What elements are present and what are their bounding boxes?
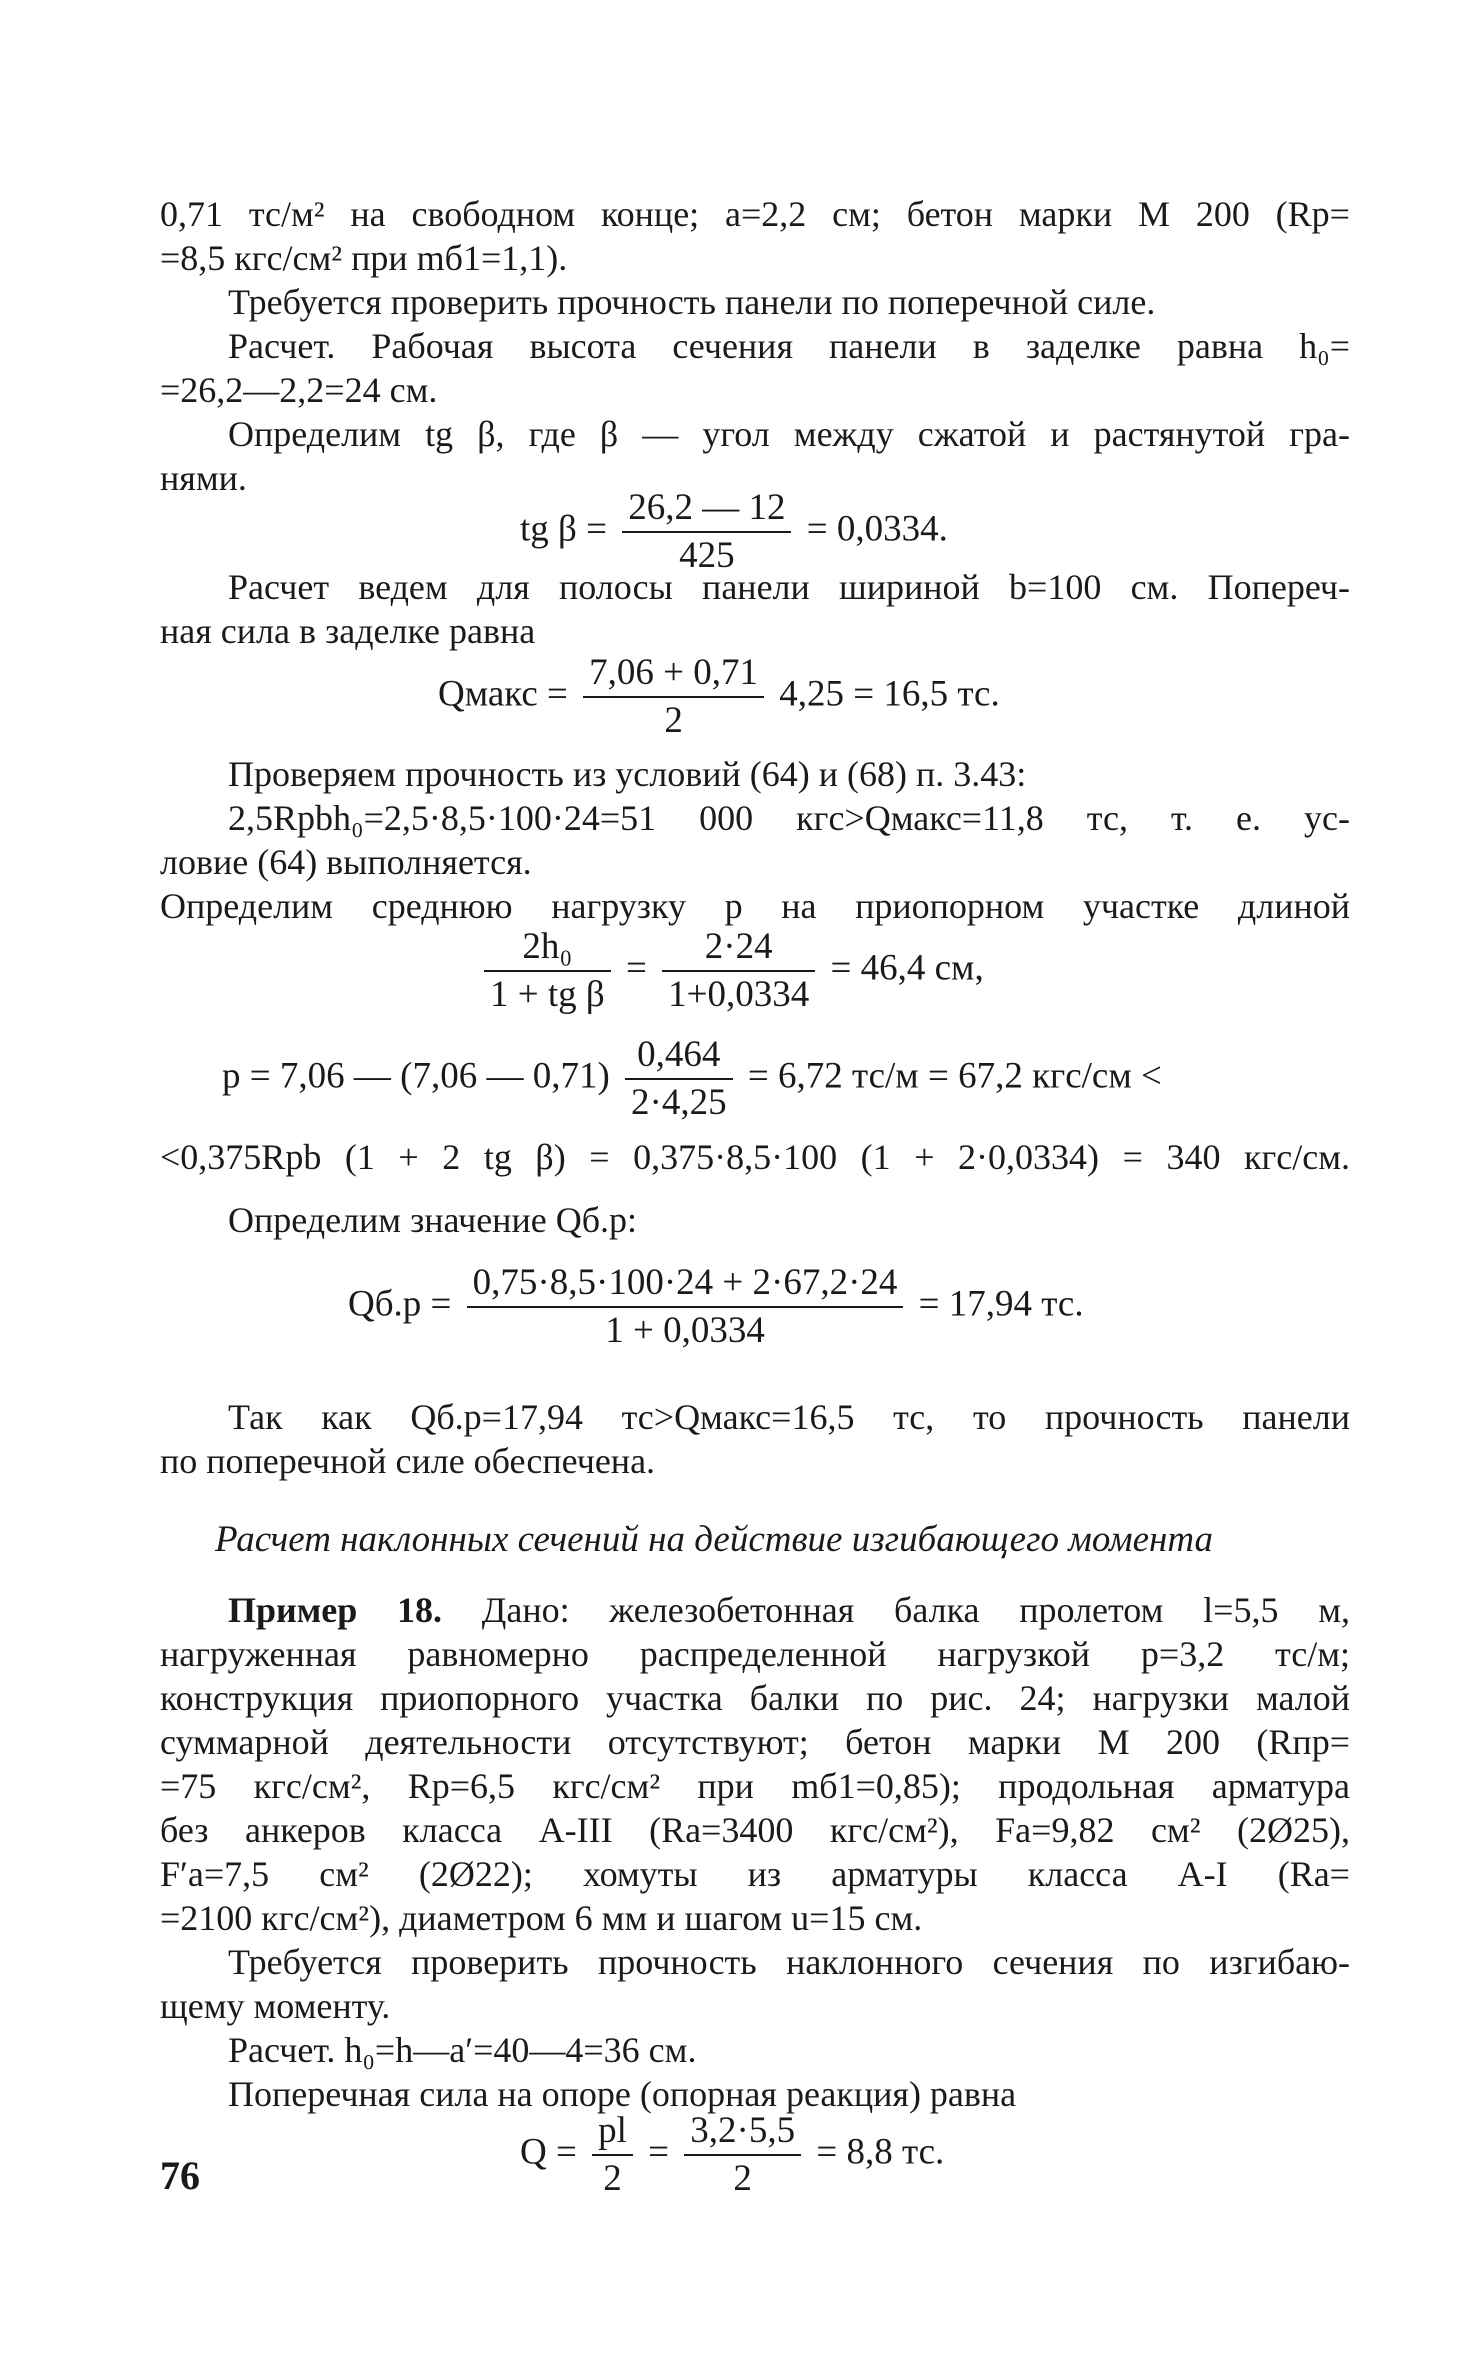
numerator: 2h₀ — [484, 924, 611, 972]
text-line: Требуется проверить прочность наклонного сечения по изгибаю- — [228, 1942, 1350, 1982]
equals-sign: = — [648, 2131, 669, 2173]
fraction — [625, 1032, 733, 1126]
text-line: 2,5Rрbh₀=2,5·8,5·100·24=51 000 кгс>Qмакс=11,8 тс, т. е. ус- — [228, 798, 1350, 838]
equation-lhs: tg β = — [520, 508, 607, 550]
text-line: Расчет ведем для полосы панели шириной b=100 см. Попереч- — [228, 567, 1350, 607]
fraction — [484, 924, 611, 1018]
numerator: 3,2·5,5 — [684, 2108, 801, 2156]
text-line: ная сила в заделке равна — [160, 611, 536, 651]
text-line: Определим значение Qб.р: — [228, 1200, 638, 1240]
text-line: F′а=7,5 см² (2Ø22); хомуты из арматуры класса А-I (Rа= — [160, 1854, 1350, 1894]
text-line: Так как Qб.р=17,94 тс>Qмакс=16,5 тс, то прочность панели — [228, 1397, 1350, 1437]
numerator: 0,75·8,5·100·24 + 2·67,2·24 — [467, 1260, 904, 1308]
text-line: щему моменту. — [160, 1986, 391, 2026]
numerator: 0,464 — [625, 1032, 733, 1080]
text-line: конструкция приопорного участка балки по рис. 24; нагрузки малой — [160, 1678, 1350, 1718]
numerator: 7,06 + 0,71 — [583, 650, 764, 698]
denominator: 2 — [733, 2158, 752, 2199]
denominator: 2 — [603, 2158, 622, 2199]
text-line: суммарной деятельности отсутствуют; бетон марки М 200 (Rпр= — [160, 1722, 1350, 1762]
equation-rhs: = 8,8 тс. — [816, 2131, 945, 2173]
denominator: 2 — [664, 700, 683, 741]
text-line: ловие (64) выполняется. — [160, 842, 532, 882]
equation-lhs: p = 7,06 — (7,06 — 0,71) — [222, 1055, 610, 1097]
text-line: по поперечной силе обеспечена. — [160, 1441, 656, 1481]
text-line: без анкеров класса А-III (Rа=3400 кгс/см²), Fа=9,82 см² (2Ø25), — [160, 1810, 1350, 1850]
denominator: 1 + 0,0334 — [605, 1310, 765, 1351]
fraction — [592, 2108, 633, 2202]
text-line: Определим tg β, где β — угол между сжатой и растянутой гра- — [228, 414, 1350, 454]
text-line: =8,5 кгс/см² при mб1=1,1). — [160, 238, 568, 278]
text-line: =26,2—2,2=24 см. — [160, 370, 438, 410]
text-line: Определим среднюю нагрузку p на приопорном участке длиной — [160, 886, 1350, 926]
numerator: pl — [592, 2108, 633, 2156]
denominator: 2·4,25 — [631, 1082, 727, 1123]
equation-q-br — [348, 1260, 1084, 1354]
denominator: 1 + tg β — [490, 974, 605, 1015]
equation-rhs: 4,25 = 16,5 тс. — [779, 673, 1000, 715]
equation-lhs: Qб.р = — [348, 1283, 452, 1325]
equation-shear-q — [520, 2108, 944, 2202]
equation-rhs: = 17,94 тс. — [918, 1283, 1084, 1325]
equation-rhs: = 46,4 см, — [830, 947, 984, 989]
equals-sign: = — [625, 947, 647, 989]
equation-lhs: Q = — [520, 2131, 577, 2173]
equation-load-p — [222, 1032, 1162, 1126]
text-line: =2100 кгс/см²), диаметром 6 мм и шагом u=15 см. — [160, 1898, 923, 1938]
text-line — [228, 1588, 1350, 1632]
equation-rhs: = 0,0334. — [806, 508, 948, 550]
text-line: 0,71 тс/м² на свободном конце; a=2,2 см; бетон марки М 200 (Rр= — [160, 194, 1350, 234]
text-line: Расчет. h₀=h—a′=40—4=36 см. — [228, 2030, 697, 2070]
example-label: Пример 18. — [228, 1590, 443, 1630]
text-line: Расчет. Рабочая высота сечения панели в заделке равна h₀= — [228, 326, 1350, 366]
text-line: Проверяем прочность из условий (64) и (68) п. 3.43: — [228, 754, 1027, 794]
equation-q-max — [438, 650, 1000, 744]
equation-lhs: Qмакс = — [438, 673, 568, 715]
fraction — [662, 924, 815, 1018]
text-line: Поперечная сила на опоре (опорная реакция) равна — [228, 2074, 1017, 2114]
numerator: 2·24 — [662, 924, 815, 972]
fraction — [467, 1260, 904, 1354]
text-line: Требуется проверить прочность панели по поперечной силе. — [228, 282, 1156, 322]
denominator: 425 — [679, 535, 735, 576]
fraction — [684, 2108, 801, 2202]
text-line: нями. — [160, 458, 247, 498]
equation-support-length — [478, 924, 984, 1018]
text-line: <0,375Rрb (1 + 2 tg β) = 0,375·8,5·100 (1 + 2·0,0334) = 340 кгс/см. — [160, 1137, 1350, 1177]
fraction — [583, 650, 764, 744]
section-heading: Расчет наклонных сечений на действие изгибающего момента — [215, 1519, 1214, 1560]
denominator: 1+0,0334 — [668, 974, 810, 1015]
text-line: =75 кгс/см², Rр=6,5 кгс/см² при mб1=0,85); продольная арматура — [160, 1766, 1350, 1806]
equation-rhs: = 6,72 тс/м = 67,2 кгс/см < — [747, 1055, 1162, 1097]
page-number: 76 — [160, 2153, 200, 2198]
text-span: Дано: железобетонная балка пролетом l=5,5 м, — [442, 1590, 1350, 1630]
numerator: 26,2 — 12 — [622, 485, 791, 533]
text-line: нагруженная равномерно распределенной нагрузкой p=3,2 тс/м; — [160, 1634, 1350, 1674]
